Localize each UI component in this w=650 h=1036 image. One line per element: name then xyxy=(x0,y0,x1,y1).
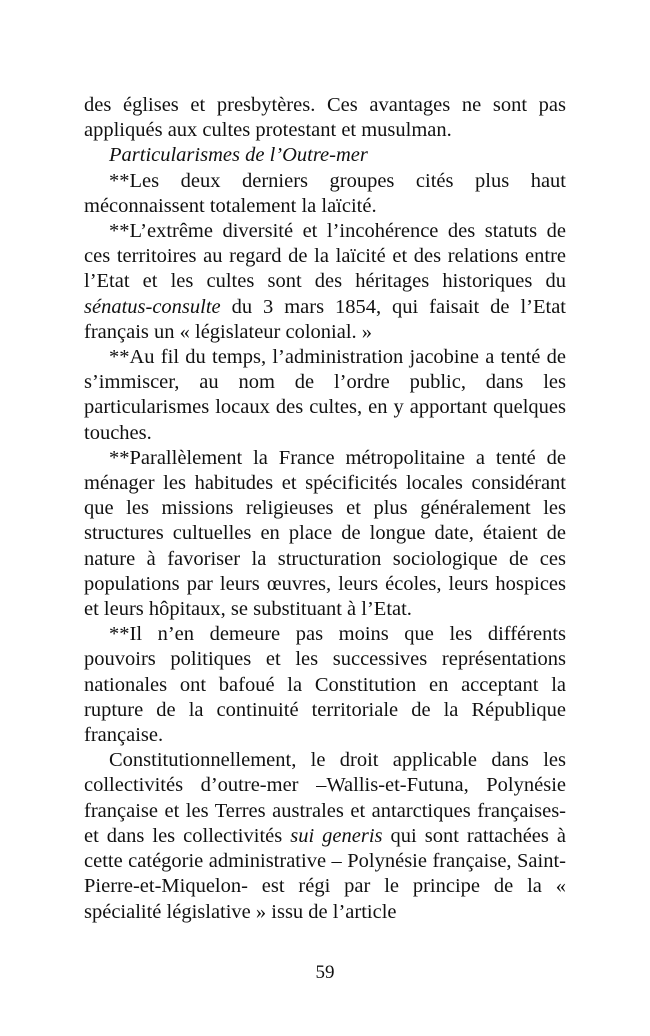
paragraph-2: **Les deux derniers groupes cités plus haut méconnaissent totalement la laïcité. xyxy=(84,169,566,217)
paragraph-6: **Il n’en demeure pas moins que les différents pouvoirs politiques et les successives représentations nationales ont bafoué la Constitution en acceptant la rupture de la continuité territoriale de la République française. xyxy=(84,623,566,747)
page-number: 59 xyxy=(315,962,335,983)
paragraph-7-italic: sui generis xyxy=(290,824,383,847)
paragraph-5: **Parallèlement la France métropolitaine a tenté de ménager les habitudes et spécificités locales considérant que les missions religieuses et plus généralement les structures cultuelles en place de longue date, étaient de nature à favoriser la structuration sociologique de ces populations par leurs œuvres, leurs écoles, leurs hospices et leurs hôpitaux, se substituant à l’Etat. xyxy=(84,446,566,621)
paragraph-7 xyxy=(84,748,566,924)
paragraph-7-end: qui sont rattachées à cette catégorie administrative – Polynésie française, Saint-Pierre-et-Miquelon- est régi par le principe de la « spécialité législative » issu de l’article xyxy=(84,824,566,923)
paragraph-4: **Au fil du temps, l’administration jacobine a tenté de s’immiscer, au nom de l’ordre public, dans les particularismes locaux des cultes, en y apportant quelques touches. xyxy=(84,346,566,444)
paragraph-1: des églises et presbytères. Ces avantages ne sont pas appliqués aux cultes protestant et musulman. xyxy=(84,94,566,142)
paragraph-3-italic: sénatus-consulte xyxy=(84,295,221,318)
page-body xyxy=(84,93,566,925)
paragraph-3-end: du 3 mars 1854, qui faisait de l’Etat français un « législateur colonial. » xyxy=(84,295,566,343)
paragraph-3 xyxy=(84,219,566,345)
paragraph-7-start: Constitutionnellement, le droit applicable dans les collectivités d’outre-mer –Wallis-et-Futuna, Polynésie française et les Terres australes et antarctiques françaises- et dans les collectivités xyxy=(84,749,566,847)
section-heading: Particularismes de l’Outre-mer xyxy=(109,144,368,167)
paragraph-3-start: **L’extrême diversité et l’incohérence des statuts de ces territoires au regard de la laïcité et des relations entre l’Etat et les cultes sont des héritages historiques du xyxy=(84,220,566,293)
